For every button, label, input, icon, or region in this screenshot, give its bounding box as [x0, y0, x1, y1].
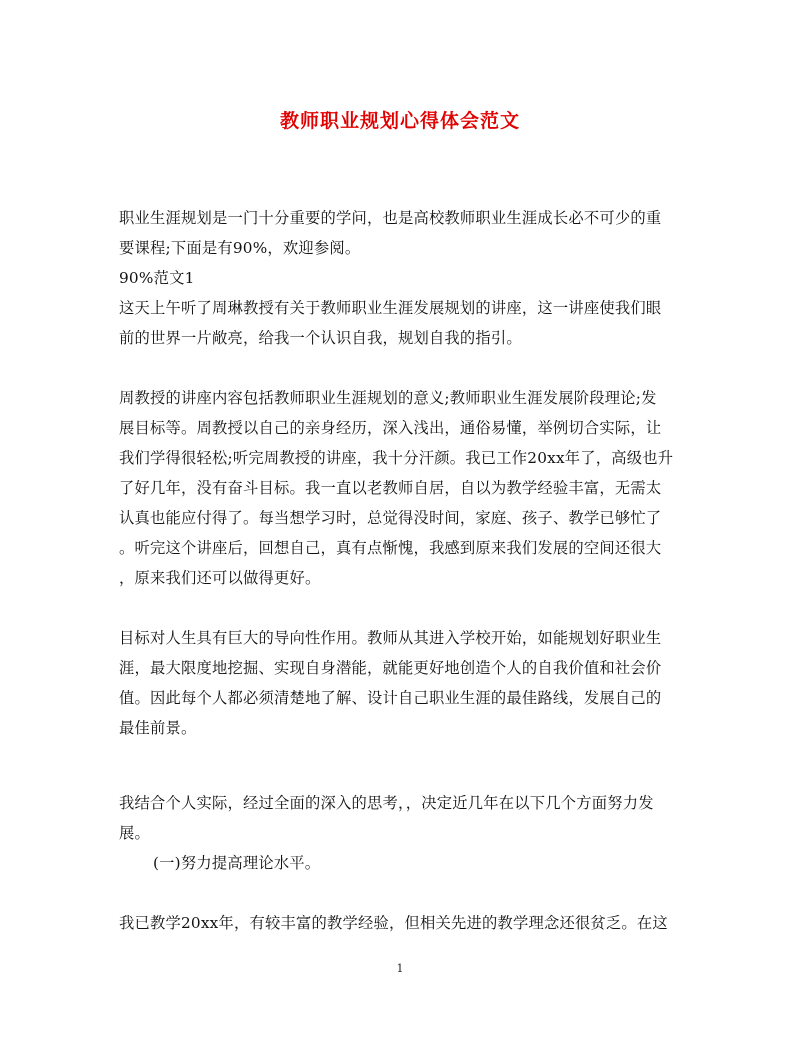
text-line: 展目标等。周教授以自己的亲身经历，深入浅出，通俗易懂，举例切合实际，让 — [119, 419, 662, 437]
text-line: 认真也能应付得了。每当想学习时，总觉得没时间，家庭、孩子、教学已够忙了 — [119, 509, 662, 527]
text-line: 我结合个人实际，经过全面的深入的思考，，决定近几年在以下几个方面努力发 — [119, 794, 654, 812]
text-line: 值。因此每个人都必须清楚地了解、设计自己职业生涯的最佳路线，发展自己的 — [119, 689, 662, 707]
text-line: (一)努力提高理论水平。 — [153, 854, 321, 872]
document-title: 教师职业规划心得体会范文 — [279, 110, 520, 132]
text-line: 最佳前景。 — [119, 719, 197, 737]
sample-heading — [119, 263, 671, 293]
text-line: 涯，最大限度地挖掘、实现自身潜能，就能更好地创造个人的自我价值和社会价 — [119, 659, 662, 677]
text-line: 我们学得很轻松;听完周教授的讲座，我十分汗颜。我已工作20xx年了，高级也升 — [119, 449, 674, 467]
text-line: 了好几年，没有奋斗目标。我一直以老教师自居，自以为教学经验丰富，无需太 — [119, 479, 662, 497]
text-line: 展。 — [119, 824, 150, 842]
text-line: 这天上午听了周琳教授有关于教师职业生涯发展规划的讲座，这一讲座使我们眼 — [119, 299, 662, 317]
text-line: 要课程;下面是有90%，欢迎参阅。 — [119, 239, 361, 257]
text-line: 。听完这个讲座后，回想自己，真有点惭愧，我感到原来我们发展的空间还很大 — [119, 539, 662, 557]
paragraph-teaching — [119, 908, 671, 938]
page-number: 1 — [396, 962, 404, 975]
text-line: 我已教学20xx年，有较丰富的教学经验，但相关先进的教学理念还很贫乏。在这 — [119, 914, 668, 932]
paragraph-goals — [119, 623, 671, 743]
section-heading-theory — [119, 848, 671, 878]
paragraph-lecture-content — [119, 383, 674, 593]
text-line: 职业生涯规划是一门十分重要的学问，也是高校教师职业生涯成长必不可少的重 — [119, 209, 662, 227]
text-line: 目标对人生具有巨大的导向性作用。教师从其进入学校开始，如能规划好职业生 — [119, 629, 662, 647]
intro-paragraph — [119, 203, 671, 263]
text-line: 周教授的讲座内容包括教师职业生涯规划的意义;教师职业生涯发展阶段理论;发 — [119, 389, 657, 407]
text-line: 前的世界一片敞亮，给我一个认识自我，规划自我的指引。 — [119, 329, 522, 347]
text-line: 90%范文1 — [119, 269, 195, 287]
paragraph-plan — [119, 788, 671, 848]
paragraph-lecture — [119, 293, 671, 353]
text-line: ，原来我们还可以做得更好。 — [119, 569, 321, 587]
